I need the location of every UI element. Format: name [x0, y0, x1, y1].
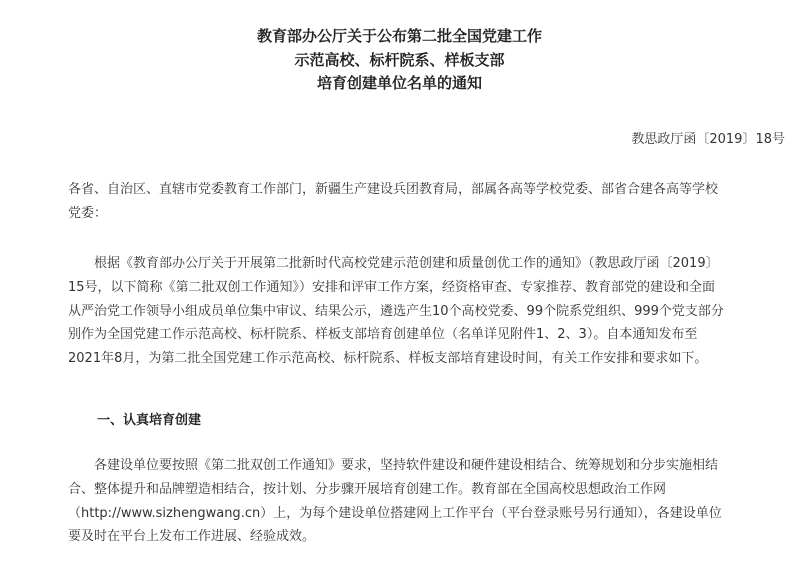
paragraph-line: 要及时在平台上发布工作进展、经验成效。 — [68, 529, 316, 545]
body-paragraph-section-1 — [68, 454, 728, 549]
paragraph-line: 从严治党工作领导小组成员单位集中审议、结果公示，遴选产生10个高校党委、99个院系党组织、999个党支部分 — [68, 303, 724, 319]
paragraph-line: （http://www.sizhengwang.cn）上，为每个建设单位搭建网上工作平台（平台登录账号另行通知），各建设单位 — [68, 505, 722, 521]
paragraph-line: 根据《教育部办公厅关于开展第二批新时代高校党建示范创建和质量创优工作的通知》（教思政厅函〔2019〕 — [68, 256, 719, 271]
body-paragraph-intro — [68, 252, 728, 371]
paragraph-line: 2021年8月，为第二批全国党建工作示范高校、标杆院系、样板支部培育建设时间，有关工作安排和要求如下。 — [68, 351, 708, 367]
paragraph-line: 15号，以下简称《第二批双创工作通知》）安排和评审工作方案，经资格审查、专家推荐、教育部党的建设和全面 — [68, 279, 716, 295]
document-title-line-1: 教育部办公厅关于公布第二批全国党建工作 — [256, 27, 542, 45]
document-number: 教思政厅函〔2019〕18号 — [631, 132, 785, 147]
addressee-line: 各省、自治区、直辖市党委教育工作部门，新疆生产建设兵团教育局，部属各高等学校党委、部省合建各高等学校 — [68, 182, 719, 197]
paragraph-line: 别作为全国党建工作示范高校、标杆院系、样板支部培育创建单位（名单详见附件1、2、3）。自本通知发布至 — [68, 327, 698, 343]
document-title-line-2: 示范高校、标杆院系、样板支部 — [294, 51, 505, 69]
paragraph-line: 各建设单位要按照《第二批双创工作通知》要求，坚持软件建设和硬件建设相结合、统筹规划和分步实施相结 — [68, 458, 719, 473]
addressee-paragraph — [68, 178, 728, 226]
paragraph-line: 合、整体提升和品牌塑造相结合，按计划、分步骤开展培育创建工作。教育部在全国高校思想政治工作网 — [68, 481, 667, 497]
section-heading: 一、认真培育创建 — [97, 413, 202, 428]
addressee-line: 党委： — [68, 205, 108, 221]
document-title-line-3: 培育创建单位名单的通知 — [316, 74, 482, 92]
